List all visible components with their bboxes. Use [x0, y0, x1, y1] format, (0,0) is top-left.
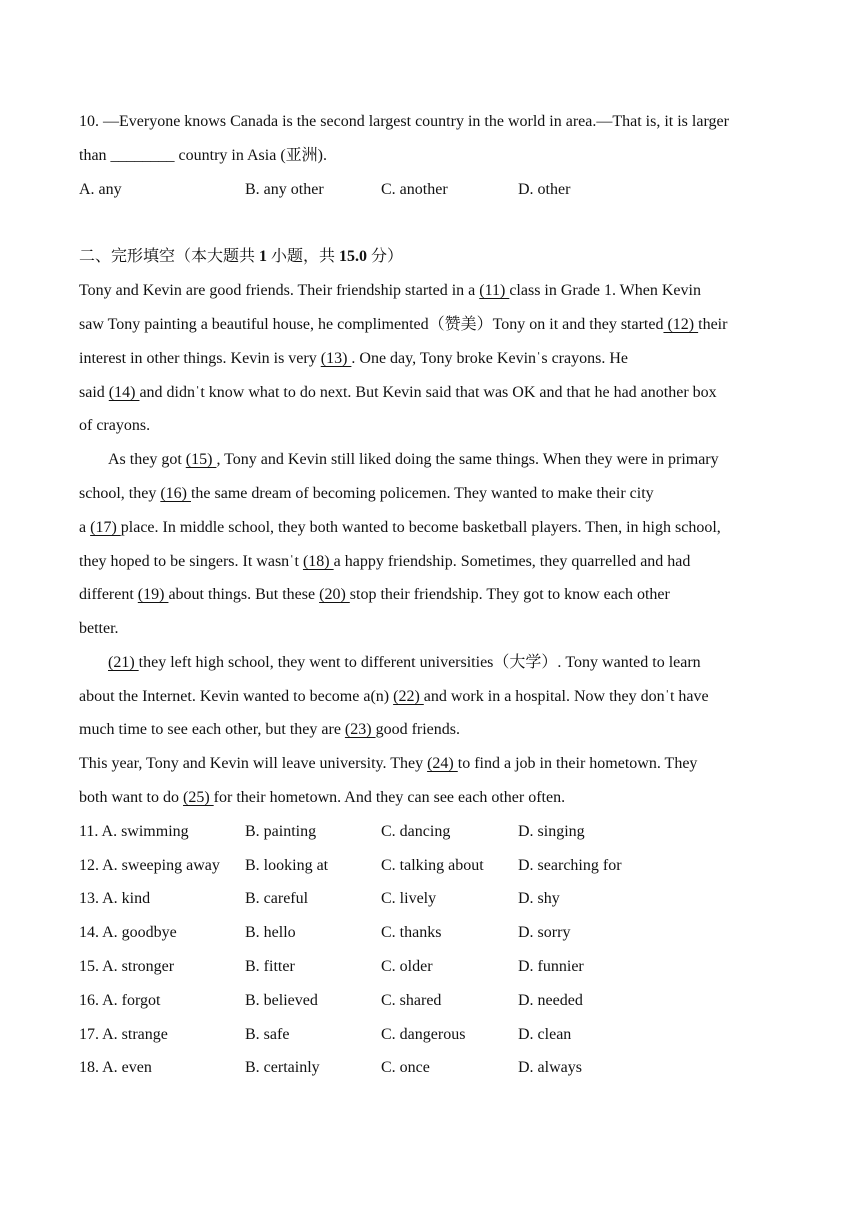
q14-option-a: 14. A. goodbye [79, 924, 177, 941]
q17-option-d: D. clean [518, 1026, 572, 1043]
q10-option-d: D. other [518, 181, 571, 198]
q17-option-a: 17. A. strange [79, 1026, 168, 1043]
q12-option-a: 12. A. sweeping away [79, 857, 220, 874]
passage-line [79, 281, 701, 301]
passage-line [79, 315, 727, 335]
q18-option-a: 18. A. even [79, 1059, 152, 1076]
q18-option-b: B. certainly [245, 1059, 320, 1076]
text-run: said [79, 384, 109, 401]
q13-option-b: B. careful [245, 890, 309, 907]
blank-15: (15) [185, 451, 217, 468]
text-run: class in Grade 1. When Kevin [509, 282, 701, 299]
blank-17: (17) [90, 519, 121, 536]
q10-option-b: B. any other [245, 181, 324, 198]
passage-line: better. [79, 620, 119, 637]
passage-line [79, 754, 697, 774]
blank-20: (20) [319, 586, 350, 603]
heading-count: 1 [259, 248, 268, 265]
q16-option-d: D. needed [518, 992, 583, 1009]
q12-option-d: D. searching for [518, 857, 622, 874]
passage-line [79, 349, 628, 369]
text-run: good friends. [375, 721, 461, 738]
q15-option-a: 15. A. stronger [79, 958, 175, 975]
q10-stem-line2: than ________ country in Asia (亚洲). [79, 147, 327, 164]
passage-line: of crayons. [79, 417, 151, 434]
q18-option-c: C. once [381, 1059, 430, 1076]
text-run: As they got [108, 451, 186, 468]
q16-option-b: B. believed [245, 992, 318, 1009]
q14-option-b: B. hello [245, 924, 296, 941]
text-run: different [79, 586, 138, 603]
blank-21: (21) [108, 654, 139, 671]
q17-option-c: C. dangerous [381, 1026, 466, 1043]
q11-option-c: C. dancing [381, 823, 451, 840]
text-run: This year, Tony and Kevin will leave university. They [79, 755, 428, 772]
passage-line [79, 552, 690, 572]
text-run: about things. But these [168, 586, 320, 603]
blank-25: (25) [183, 789, 214, 806]
passage-line [79, 484, 654, 504]
blank-14: (14) [108, 384, 140, 401]
text-run: for their hometown. And they can see each other often. [213, 789, 566, 806]
text-run: saw Tony painting a beautiful house, he complimented（赞美）Tony on it and they started [79, 316, 664, 333]
heading-suffix: 分） [367, 248, 404, 265]
text-run: and didnˈt know what to do next. But Kevin said that was OK and that he had another box [139, 384, 717, 401]
q16-option-a: 16. A. forgot [79, 992, 161, 1009]
passage-line [108, 653, 701, 673]
text-run: stop their friendship. They got to know each other [349, 586, 670, 603]
q11-option-d: D. singing [518, 823, 585, 840]
q12-option-b: B. looking at [245, 857, 329, 874]
passage-line [79, 383, 717, 403]
blank-22: (22) [393, 688, 424, 705]
q15-option-c: C. older [381, 958, 433, 975]
q10-stem-line1: 10. —Everyone knows Canada is the second largest country in the world in area.—That is, it is larger [79, 113, 729, 130]
q16-option-c: C. shared [381, 992, 442, 1009]
q14-option-c: C. thanks [381, 924, 442, 941]
text-run: much time to see each other, but they are [79, 721, 345, 738]
text-run: they left high school, they went to different universities（大学）. Tony wanted to learn [138, 654, 701, 671]
q18-option-d: D. always [518, 1059, 582, 1076]
blank-23: (23) [344, 721, 376, 738]
q13-option-c: C. lively [381, 890, 437, 907]
text-run: . One day, Tony broke Kevinˈs crayons. He [351, 350, 628, 367]
text-run: Tony and Kevin are good friends. Their friendship started in a [79, 282, 480, 299]
text-run: , Tony and Kevin still liked doing the same things. When they were in primary [216, 451, 719, 468]
text-run: their [698, 316, 728, 333]
passage-line [79, 720, 460, 740]
blank-18: (18) [302, 553, 334, 570]
text-run: about the Internet. Kevin wanted to become a(n) [79, 688, 394, 705]
section-heading [79, 247, 403, 267]
text-run: place. In middle school, they both wanted to become basketball players. Then, in high school, [120, 519, 721, 536]
text-run: a happy friendship. Sometimes, they quarrelled and had [333, 553, 691, 570]
text-run: a [79, 519, 91, 536]
q10-option-a: A. any [79, 181, 122, 198]
text-run: and work in a hospital. Now they donˈt have [423, 688, 709, 705]
q11-option-b: B. painting [245, 823, 317, 840]
q13-option-d: D. shy [518, 890, 560, 907]
passage-line [79, 788, 565, 808]
text-run: interest in other things. Kevin is very [79, 350, 321, 367]
passage-line [79, 585, 670, 605]
text-run: to find a job in their hometown. They [457, 755, 698, 772]
text-run: they hoped to be singers. It wasnˈt [79, 553, 303, 570]
q15-option-b: B. fitter [245, 958, 295, 975]
blank-12: (12) [663, 316, 699, 333]
blank-16: (16) [160, 485, 191, 502]
q17-option-b: B. safe [245, 1026, 290, 1043]
text-run: the same dream of becoming policemen. They wanted to make their city [190, 485, 654, 502]
heading-mid: 小题，共 [267, 248, 340, 265]
blank-11: (11) [479, 282, 510, 299]
q14-option-d: D. sorry [518, 924, 571, 941]
q15-option-d: D. funnier [518, 958, 584, 975]
q13-option-a: 13. A. kind [79, 890, 151, 907]
blank-13: (13) [320, 350, 352, 367]
passage-line [79, 687, 709, 707]
heading-prefix: 二、完形填空（本大题共 [79, 248, 260, 265]
text-run: school, they [79, 485, 161, 502]
passage-line [108, 450, 719, 470]
passage-line [79, 518, 721, 538]
heading-score: 15.0 [339, 248, 368, 265]
text-run: both want to do [79, 789, 183, 806]
q12-option-c: C. talking about [381, 857, 484, 874]
q11-option-a: 11. A. swimming [79, 823, 189, 840]
q10-option-c: C. another [381, 181, 448, 198]
blank-24: (24) [427, 755, 458, 772]
blank-19: (19) [137, 586, 169, 603]
